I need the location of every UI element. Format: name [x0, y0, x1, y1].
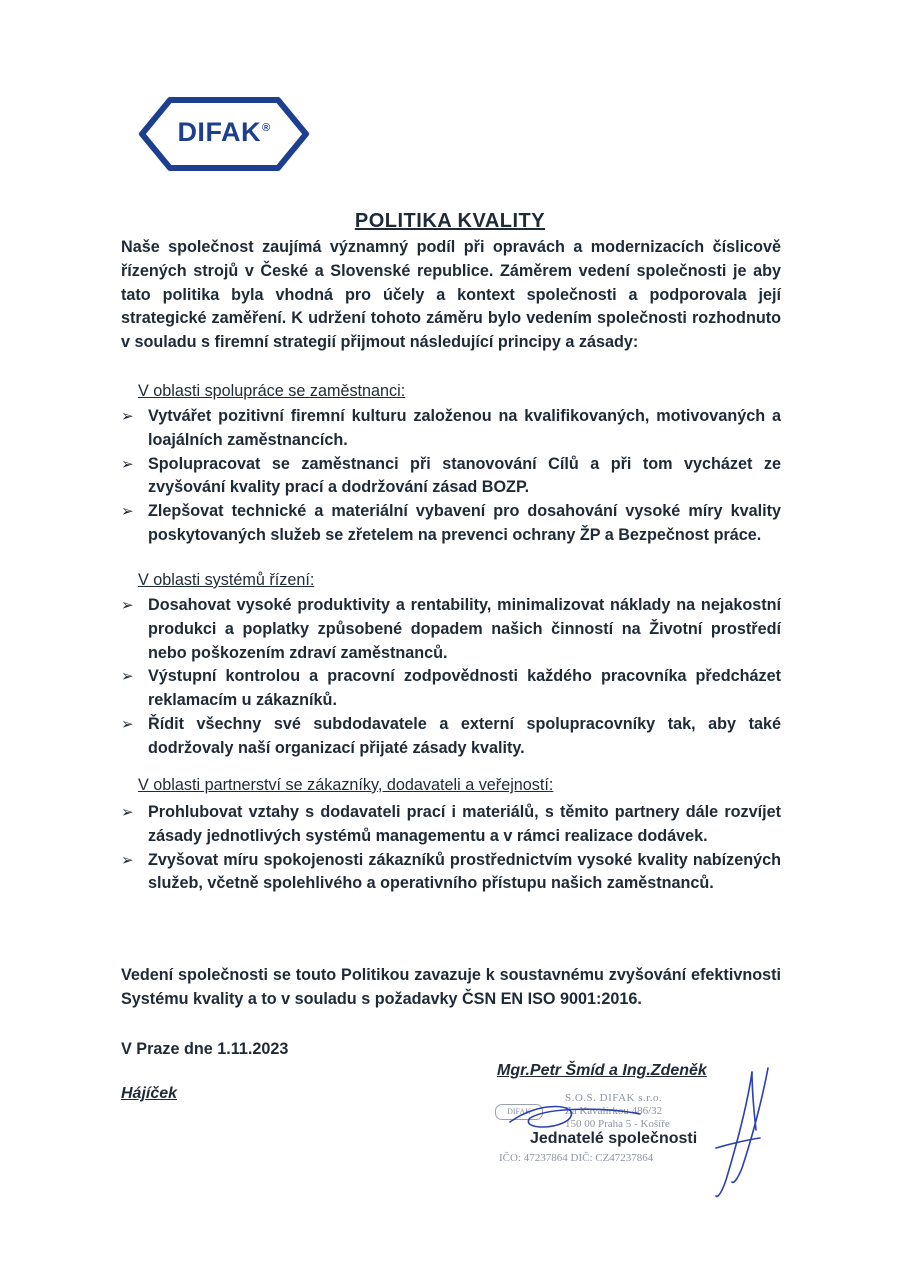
- section-heading-employees: V oblasti spolupráce se zaměstnanci:: [138, 382, 406, 400]
- closing-paragraph: Vedení společnosti se touto Politikou zavazuje k soustavnému zvyšování efektivnosti Systému kvality a to v souladu s požadavky ČSN EN ISO 9001:2016.: [121, 966, 781, 1008]
- list-item: ➢ Výstupní kontrolou a pracovní zodpovědnosti každého pracovníka předcházet reklamacím u zákazníků.: [121, 667, 781, 710]
- stamp-city: 150 00 Praha 5 - Košíře: [565, 1118, 670, 1130]
- bullet-arrow-icon: ➢: [121, 455, 134, 473]
- bullet-arrow-icon: ➢: [121, 503, 134, 521]
- section-list-management: [121, 594, 781, 761]
- list-item: ➢ Zlepšovat technické a materiální vybavení pro dosahování vysoké míry kvality poskytovaných služeb se zřetelem na prevenci ochrany ŽP a Bezpečnost práce.: [121, 502, 781, 544]
- handwritten-signature: [490, 1060, 790, 1200]
- bullet-arrow-icon: ➢: [121, 715, 134, 733]
- signatories-names: Mgr.Petr Šmíd a Ing.Zdeněk: [497, 1062, 707, 1079]
- stamp-ids: IČO: 47237864 DIČ: CZ47237864: [499, 1152, 654, 1164]
- logo-text: DIFAK®: [177, 117, 271, 147]
- section-heading-partnership: V oblasti partnerství se zákazníky, dodavateli a veřejností:: [138, 776, 554, 794]
- list-item: ➢ Dosahovat vysoké produktivity a rentability, minimalizovat náklady na nejakostní produkci a poplatky způsobené dopadem našich činností na Životní prostředí nebo poškozením zdraví zaměstnanců.: [121, 596, 781, 662]
- date-place: V Praze dne 1.11.2023: [121, 1040, 289, 1058]
- intro-paragraph: Naše společnost zaujímá významný podíl při opravách a modernizacích číslicově řízených strojů v České a Slovenské republice. Záměrem vedení společnosti je aby tato politika byla vhodná pro účely a kontext společnosti a podporovala její strategické zaměření. K udržení tohoto záměru bylo vedením společnosti rozhodnuto v souladu s firemní strategií přijmout následující principy a zásady:: [121, 238, 781, 352]
- signatories-names-continued: Hájíček: [121, 1085, 178, 1102]
- list-item: ➢ Vytvářet pozitivní firemní kulturu založenou na kvalifikovaných, motivovaných a loajálních zaměstnancích.: [121, 407, 781, 449]
- signatory-role: Jednatelé společnosti: [530, 1130, 698, 1147]
- list-item: ➢ Zvyšovat míru spokojenosti zákazníků prostřednictvím vysoké kvality nabízených služeb, včetně spolehlivého a operativního přístupu našich zaměstnanců.: [121, 850, 781, 893]
- bullet-arrow-icon: ➢: [121, 668, 134, 686]
- stamp-logo: DIFAK: [495, 1104, 543, 1120]
- difak-logo: [128, 86, 320, 182]
- list-item: ➢ Spolupracovat se zaměstnanci při stanovování Cílů a při tom vycházet ze zvyšování kvality prací a dodržování zásad BOZP.: [121, 454, 781, 497]
- list-item: ➢ Řídit všechny své subdodavatele a externí spolupracovníky tak, aby také dodržovaly naší organizací přijaté zásady kvality.: [121, 714, 781, 757]
- list-item: ➢ Prohlubovat vztahy s dodavateli prací i materiálů, s těmito partnery dále rozvíjet zásady jednotlivých systémů managementu a v rámci realizace dodávek.: [121, 803, 781, 845]
- section-list-employees: [121, 405, 781, 548]
- bullet-arrow-icon: ➢: [121, 804, 134, 821]
- bullet-arrow-icon: ➢: [121, 408, 134, 425]
- bullet-arrow-icon: ➢: [121, 851, 134, 869]
- stamp-company: S.O.S. DIFAK s.r.o.: [565, 1092, 663, 1104]
- section-heading-management: V oblasti systémů řízení:: [138, 571, 315, 589]
- stamp-street: Za Kavalírkou 486/32: [565, 1105, 663, 1117]
- page-title: POLITIKA KVALITY: [354, 210, 546, 232]
- section-list-partnership: [121, 801, 781, 896]
- bullet-arrow-icon: ➢: [121, 597, 134, 614]
